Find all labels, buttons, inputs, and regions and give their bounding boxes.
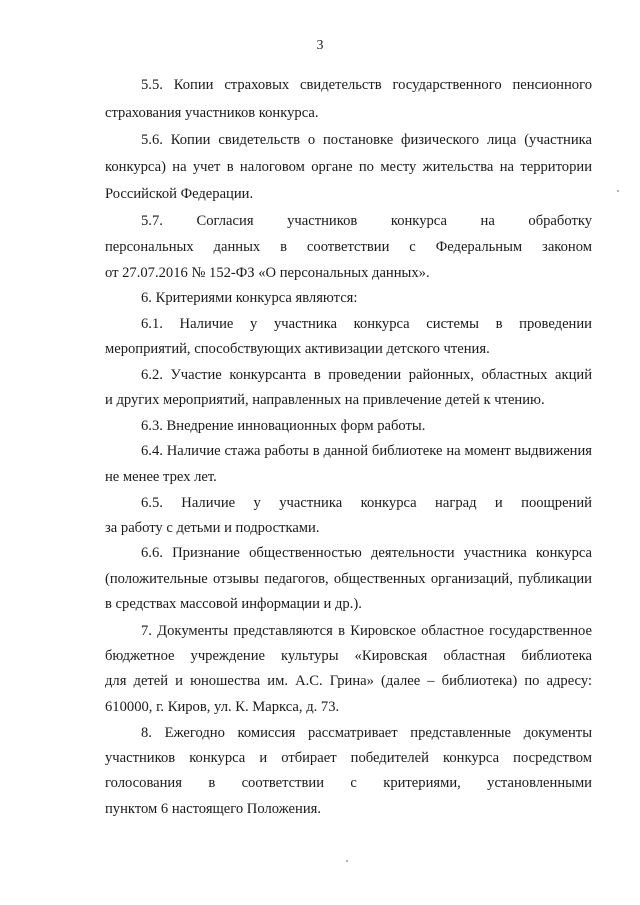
text-line: 6. Критериями конкурса являются: (141, 290, 358, 306)
text-line: 610000, г. Киров, ул. К. Маркса, д. 73. (105, 699, 340, 715)
text-line: в средствах массовой информации и др.). (105, 596, 362, 612)
text-line: пунктом 6 настоящего Положения. (105, 801, 322, 817)
text-line: голосования в соответствии с критериями, установленными (105, 775, 592, 791)
text-line: бюджетное учреждение культуры «Кировская областная библиотека (105, 648, 592, 664)
scan-speck (617, 190, 619, 192)
text-line: 6.3. Внедрение инновационных форм работы. (141, 418, 426, 434)
text-line: 8. Ежегодно комиссия рассматривает представленные документы (141, 725, 592, 741)
text-line: участников конкурса и отбирает победителей конкурса посредством (105, 750, 592, 766)
text-line: от 27.07.2016 № 152-ФЗ «О персональных данных». (105, 265, 430, 281)
text-line: и других мероприятий, направленных на привлечение детей к чтению. (105, 392, 545, 408)
text-line: 5.5. Копии страховых свидетельств государственного пенсионного (141, 77, 592, 93)
text-line: 6.5. Наличие у участника конкурса наград и поощрений (141, 495, 592, 511)
text-line: 7. Документы представляются в Кировское областное государственное (141, 623, 592, 639)
scan-speck (346, 860, 348, 862)
text-line: (положительные отзывы педагогов, общественных организаций, публикации (105, 571, 592, 587)
text-line: 6.2. Участие конкурсанта в проведении районных, областных акций (141, 367, 592, 383)
text-line: 5.7. Согласия участников конкурса на обработку (141, 213, 592, 229)
text-line: за работу с детьми и подростками. (105, 520, 320, 536)
text-line: конкурса) на учет в налоговом органе по месту жительства на территории (105, 159, 592, 175)
text-line: для детей и юношества им. А.С. Грина» (далее – библиотека) по адресу: (105, 673, 592, 689)
text-line: 6.6. Признание общественностью деятельности участника конкурса (141, 545, 592, 561)
text-line: 6.4. Наличие стажа работы в данной библиотеке на момент выдвижения (141, 443, 592, 459)
text-line: мероприятий, способствующих активизации детского чтения. (105, 341, 490, 357)
page-number: 3 (316, 38, 324, 53)
text-line: Российской Федерации. (105, 186, 254, 202)
text-line: страхования участников конкурса. (105, 105, 319, 121)
text-line: 5.6. Копии свидетельств о постановке физического лица (участника (141, 132, 592, 148)
text-line: не менее трех лет. (105, 469, 217, 485)
text-line: 6.1. Наличие у участника конкурса системы в проведении (141, 316, 592, 332)
text-line: персональных данных в соответствии с Федеральным законом (105, 239, 592, 255)
